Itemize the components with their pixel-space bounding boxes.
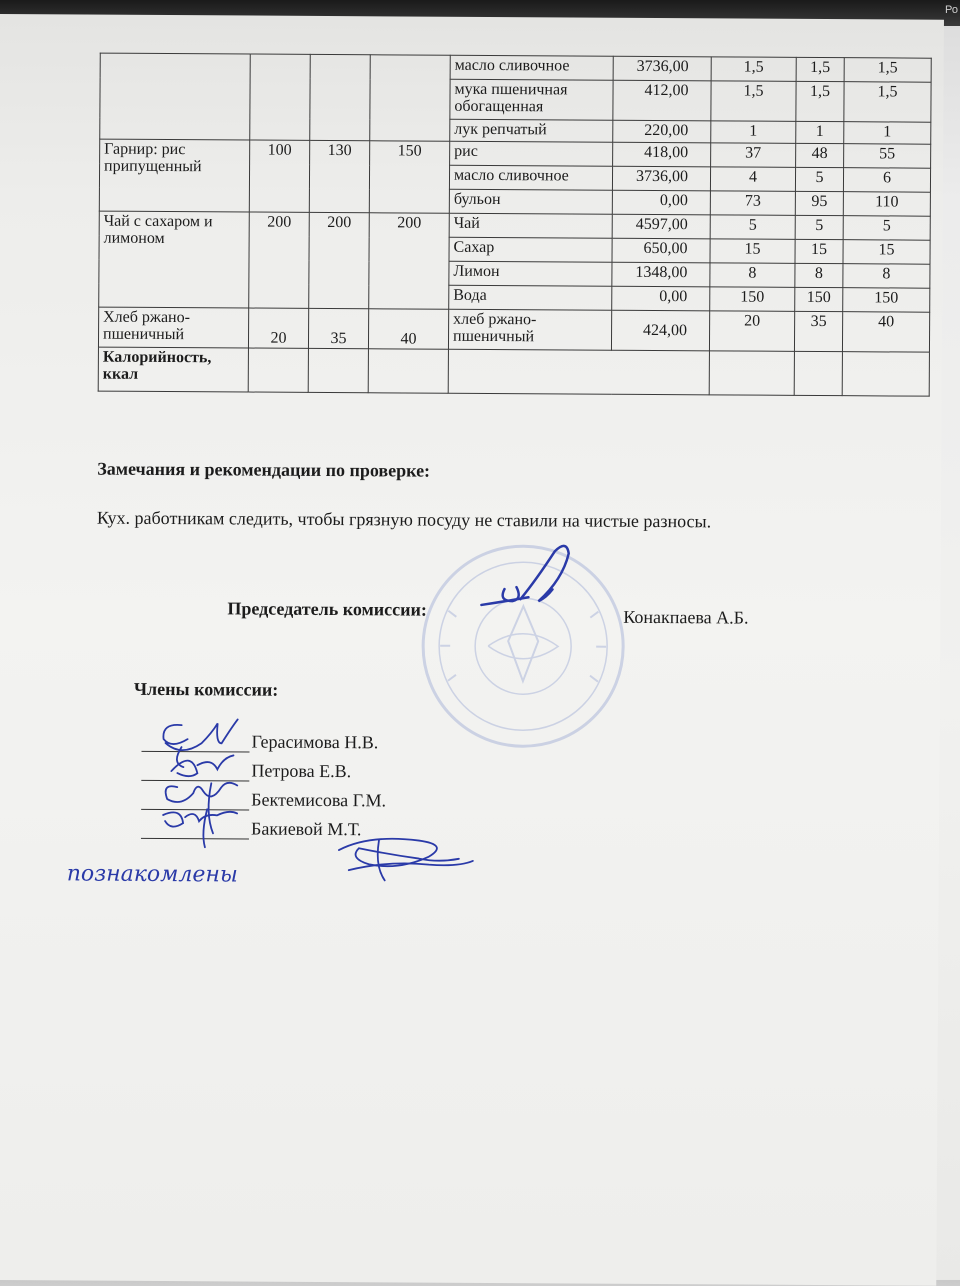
norm-cell: 95 [795,191,843,215]
member-name: Петрова Е.В. [251,761,351,783]
price-cell: 0,00 [612,286,710,311]
remarks-heading: Замечания и рекомендации по проверке: [97,459,430,482]
portion-cell [248,348,308,392]
chair-name: Конакпаева А.Б. [623,607,748,629]
norm-cell: 55 [844,144,931,169]
norm-cell: 6 [843,168,930,193]
norm-cell: 15 [795,239,843,263]
norm-cell: 1,5 [796,57,844,81]
norm-cell: 15 [843,240,930,265]
norm-cell: 1,5 [796,81,844,121]
document-sheet [0,14,944,1286]
portion-cell: 150 [369,141,449,213]
dish-cell: Чай с сахаром и лимоном [99,211,250,308]
portion-cell: 200 [309,212,370,308]
norm-cell: 150 [710,287,795,312]
portion-cell: 130 [309,140,369,212]
product-cell: Сахар [449,237,612,262]
portion-cell: 20 [248,308,308,348]
norm-cell: 4 [710,167,795,192]
menu-table [98,53,932,397]
product-cell: мука пшеничная обогащенная [450,79,613,120]
portion-cell [310,54,371,140]
price-cell: 220,00 [613,120,711,143]
norm-cell: 1,5 [844,82,931,123]
norm-cell: 8 [795,263,843,287]
product-cell: Чай [449,213,612,238]
norm-cell [709,351,794,396]
portion-cell [250,54,311,140]
price-cell: 650,00 [612,238,710,263]
portion-cell: 100 [249,140,309,212]
member-name: Герасимова Н.В. [251,732,378,754]
product-cell [448,349,709,395]
norm-cell: 1 [844,122,931,145]
norm-cell: 37 [711,143,796,168]
norm-cell: 5 [795,167,843,191]
price-cell: 418,00 [613,142,711,167]
portion-cell [368,349,448,393]
norm-cell: 1,5 [711,81,796,122]
norm-cell: 150 [843,288,930,313]
price-cell: 0,00 [612,190,710,215]
norm-cell: 35 [794,311,842,351]
member-name: Бектемисова Г.М. [251,790,386,812]
remarks-text: Кух. работникам следить, чтобы грязную посуду не ставили на чистые разносы. [97,508,711,533]
norm-cell [794,351,842,395]
chair-signature [476,539,586,620]
norm-cell: 8 [710,263,795,288]
product-cell: масло сливочное [449,165,612,190]
norm-cell: 110 [843,192,930,217]
handwritten-note-text: познакомлены [67,861,238,887]
price-cell: 4597,00 [612,214,710,239]
portion-cell [370,55,451,141]
norm-cell: 1 [711,121,796,144]
members-label: Члены комиссии: [134,679,279,701]
calories-label-cell: Калорийность, ккал [98,347,248,392]
norm-cell: 150 [795,287,843,311]
norm-cell: 5 [710,215,795,240]
price-cell: 424,00 [611,310,709,351]
norm-cell: 5 [843,216,930,241]
norm-cell: 8 [843,264,930,289]
chair-label: Председатель комиссии: [227,598,427,620]
product-cell: Лимон [449,261,612,286]
product-cell: бульон [449,189,612,214]
norm-cell: 15 [710,239,795,264]
price-cell: 3736,00 [613,56,711,81]
portion-cell: 200 [249,212,310,308]
table-row [98,307,929,352]
table-row [100,139,931,168]
norm-cell: 1 [796,121,844,143]
product-cell: масло сливочное [450,55,613,80]
portion-cell [308,348,368,392]
product-cell: хлеб ржано-пшеничный [448,309,611,350]
price-cell: 1348,00 [612,262,710,287]
table-row [99,211,930,240]
product-cell: Вода [449,285,612,310]
handwritten-note [63,848,333,898]
dish-cell [100,53,251,140]
product-cell: лук репчатый [450,119,613,142]
portion-cell: 35 [308,308,368,348]
table-row [100,53,931,82]
norm-cell: 5 [795,215,843,239]
portion-cell: 200 [369,213,450,309]
member-signatures [141,713,252,854]
norm-cell: 1,5 [844,58,931,83]
last-member-signature [329,830,479,891]
price-cell: 412,00 [613,80,711,121]
norm-cell: 20 [709,311,794,352]
corner-label: Ро [945,4,958,16]
norm-cell: 40 [842,312,929,353]
norm-cell: 73 [710,191,795,216]
portion-cell: 40 [368,309,448,349]
dish-cell: Гарнир: рис припущенный [99,139,249,212]
norm-cell: 48 [796,143,844,167]
product-cell: рис [450,141,613,166]
norm-cell [842,352,929,397]
dish-cell: Хлеб ржано-пшеничный [98,307,248,348]
price-cell: 3736,00 [612,166,710,191]
norm-cell: 1,5 [711,57,796,82]
table-row [98,347,929,396]
table-body [98,53,931,396]
member-name: Бакиевой М.Т. [251,819,362,841]
